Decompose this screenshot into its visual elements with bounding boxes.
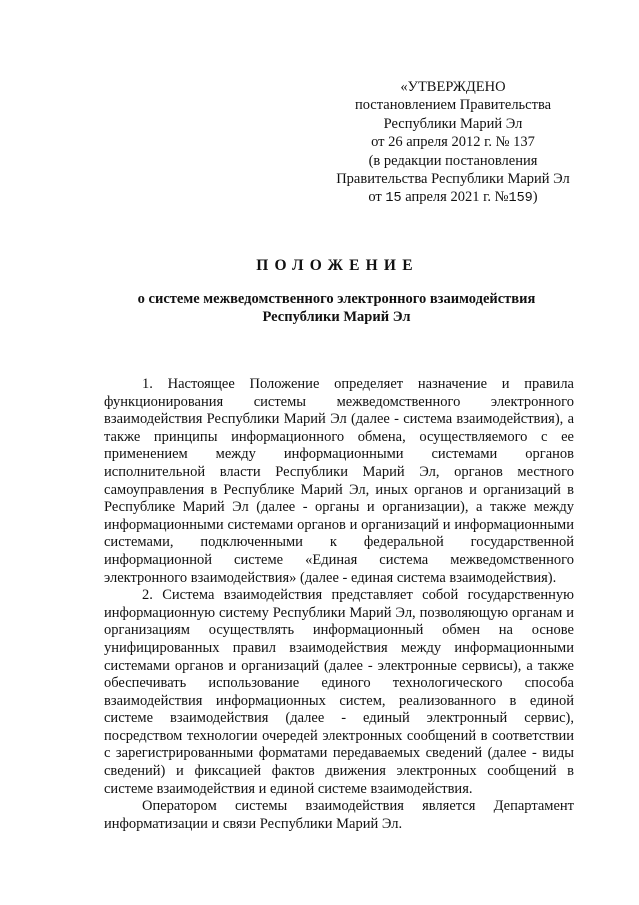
paragraph-3: Оператором системы взаимодействия является Департамент информатизации и связи Республики Марий Эл.: [104, 798, 574, 832]
approval-amendment-prefix: от: [368, 189, 386, 206]
approval-line: Республики Марий Эл: [383, 115, 523, 132]
document-title: ПОЛОЖЕНИЕ: [256, 257, 419, 274]
document-body: [104, 376, 574, 833]
approval-heading: «УТВЕРЖДЕНО: [400, 79, 506, 95]
subtitle-line: о системе межведомственного электронного взаимодействия: [137, 291, 536, 307]
approval-amendment-number: 159: [508, 191, 533, 207]
approval-date-line: от 26 апреля 2012 г. № 137: [371, 134, 535, 151]
paragraph-1: 1. Настоящее Положение определяет назначение и правила функционирования системы межведомственного электронного взаимодействия Республики Марий Эл (далее - система взаимодействия), а также принципы информационного обмена, осуществляемого с ее применением между информационными системами органов исполнительной власти Республики Марий Эл, органов местного самоуправления в Республике Марий Эл, иных органов и организаций в Республике Марий Эл (далее - органы и организации), а также между информационными системами органов и организаций и информационными системами, подключенными к федеральной государственной информационной системе «Единая система межведомственного электронного взаимодействия» (далее - единая система взаимодействия).: [104, 376, 574, 586]
approval-amendment-suffix: ): [532, 189, 538, 206]
approval-line: (в редакции постановления: [368, 152, 538, 169]
subtitle-line: Республики Марий Эл: [262, 309, 411, 326]
approval-stamp: [318, 78, 588, 209]
approval-amendment-line: [318, 188, 588, 208]
paragraph-2: 2. Система взаимодействия представляет собой государственную информационную систему Республики Марий Эл, позволяющую органам и организациям осуществлять информационный обмен на основе унифицированных правил взаимодействия между информационными системами органов и организаций (далее - электронные сервисы), а также обеспечивать использование единого технологического способа взаимодействия информационных систем, реализованного в единой системе взаимодействия (далее - единый электронный сервис), посредством технологии очередей электронных сообщений в соответствии с зарегистрированными форматами передаваемых сведений (далее - виды сведений) и фиксацией фактов движения электронных сообщений в системе взаимодействия и единой системе взаимодействия.: [104, 587, 574, 797]
approval-amendment-day: 15: [385, 191, 402, 207]
approval-amendment-middle: апреля 2021 г. №: [401, 189, 509, 206]
approval-line: постановлением Правительства: [354, 97, 552, 114]
approval-line: Правительства Республики Марий Эл: [336, 171, 570, 188]
document-subtitle: [0, 290, 639, 327]
